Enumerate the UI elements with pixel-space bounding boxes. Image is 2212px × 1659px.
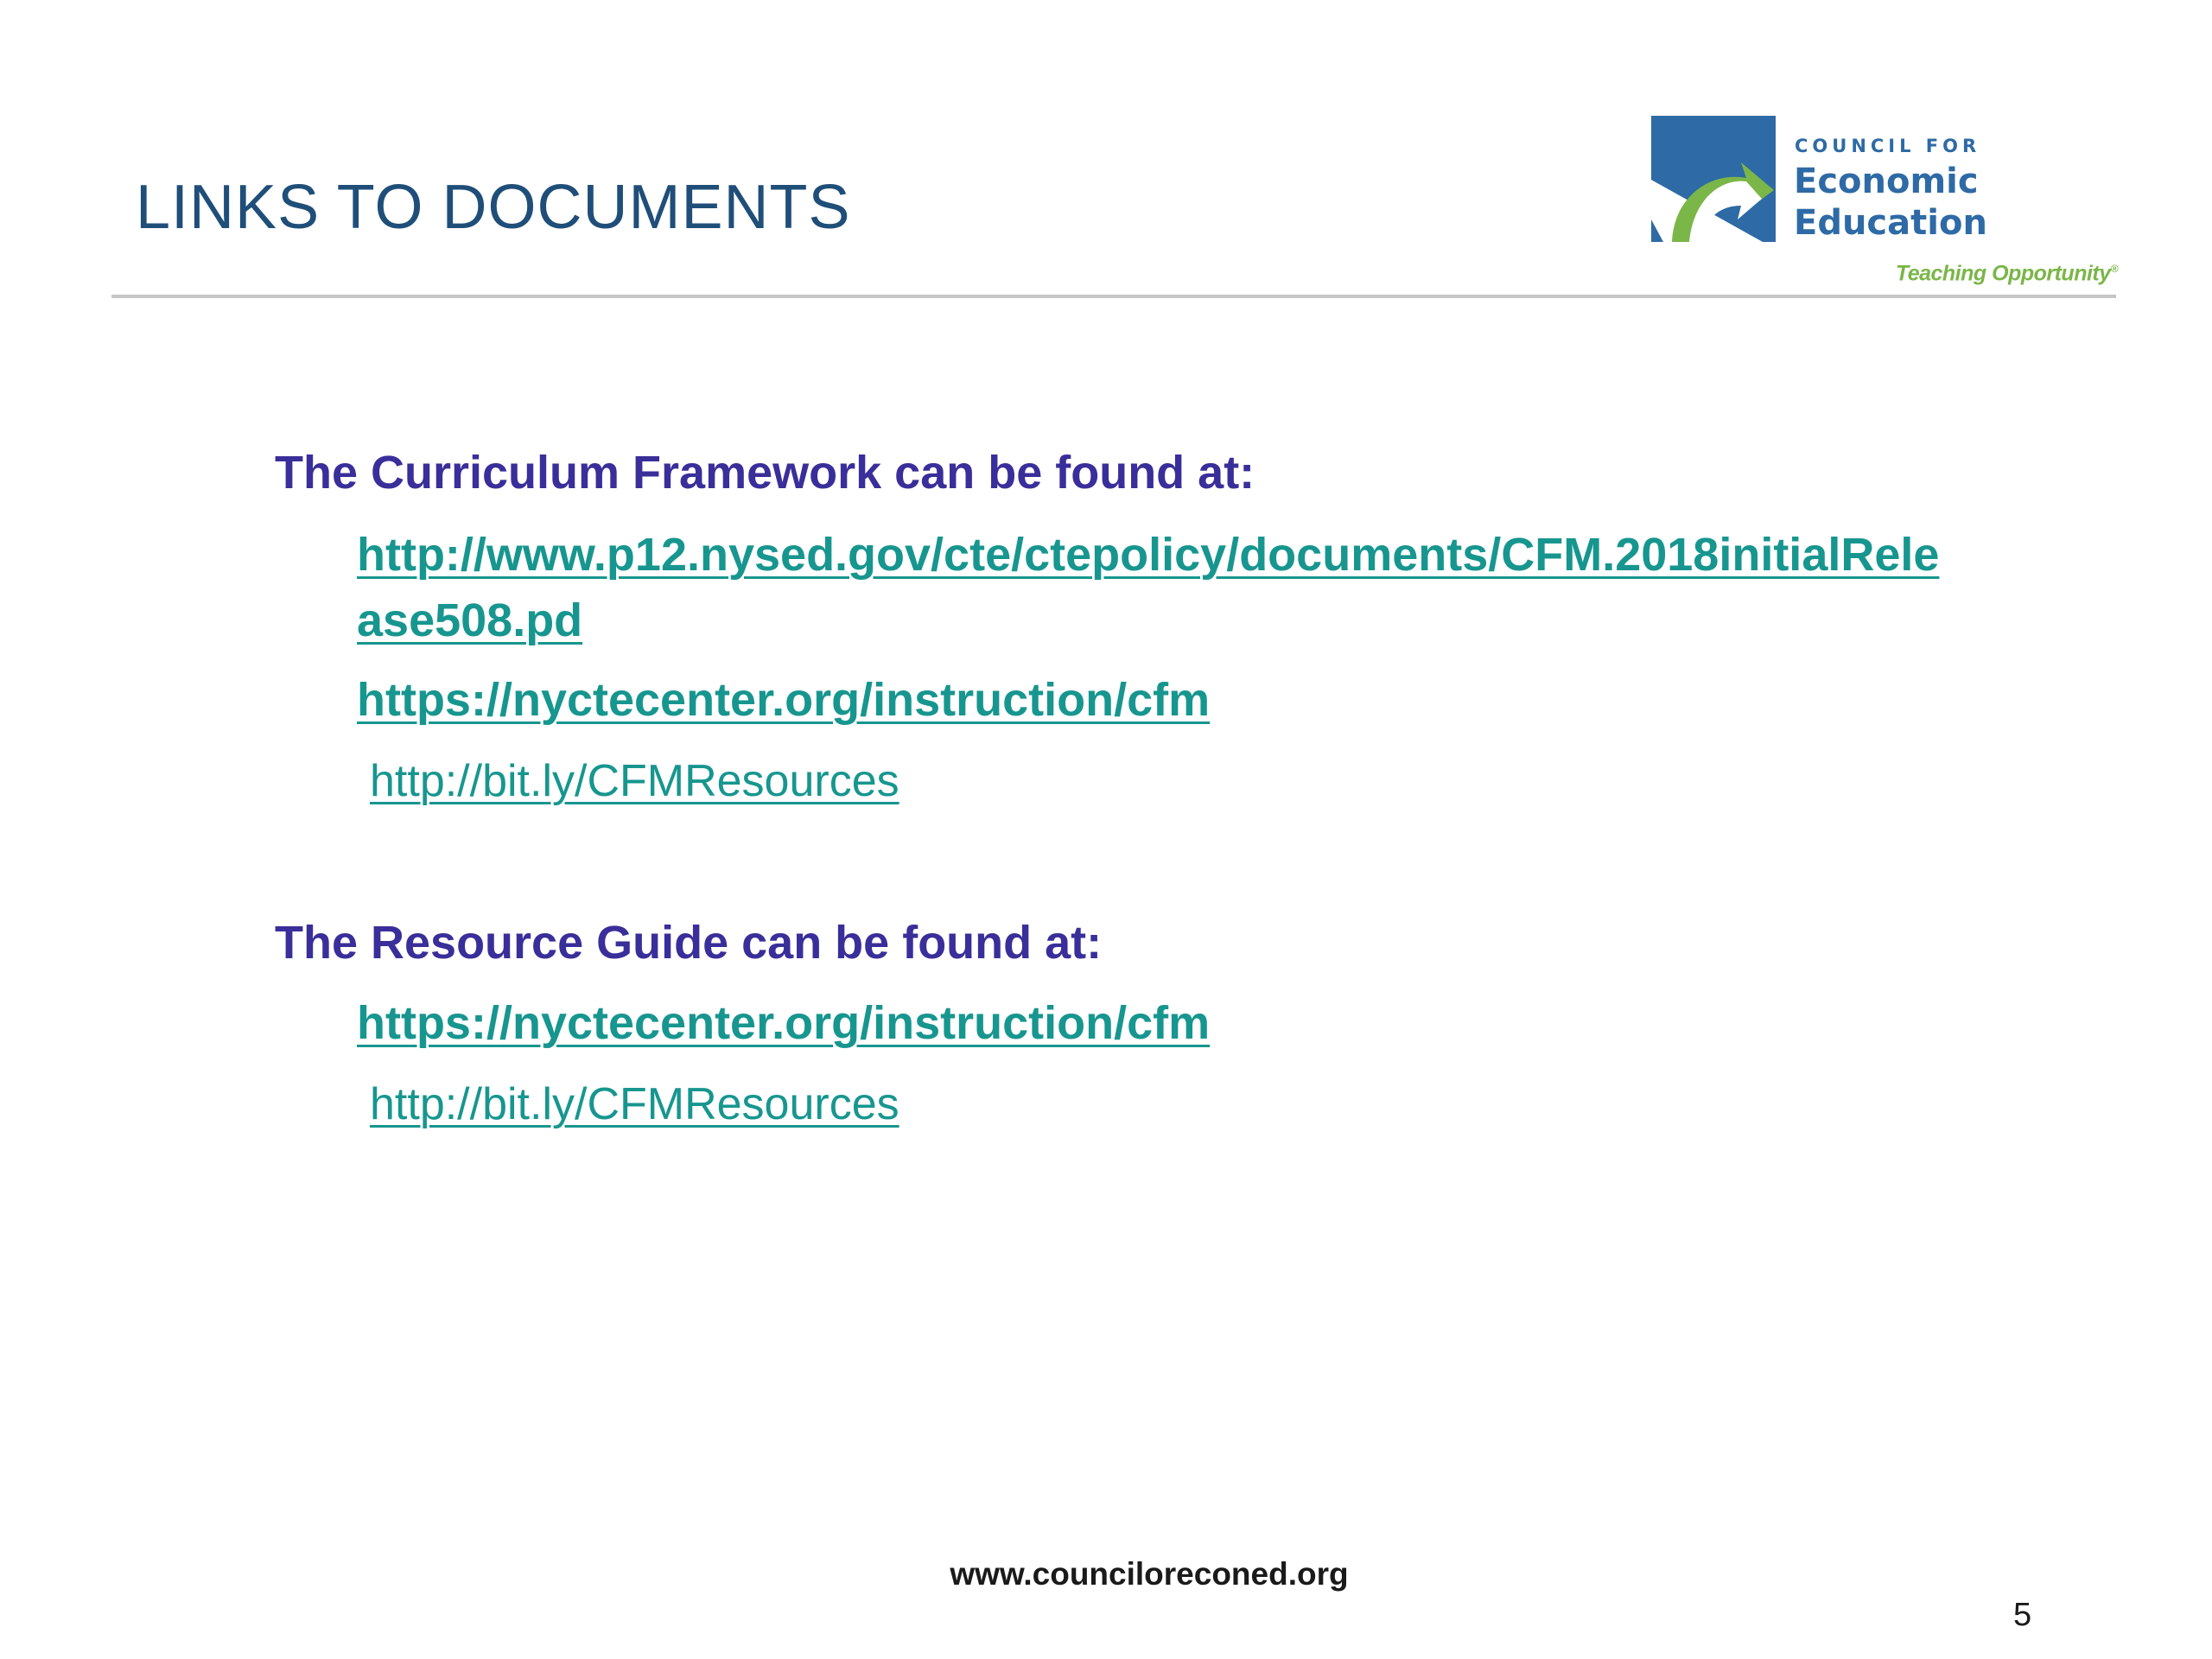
resource-guide-link-nyctecenter[interactable]: https://nyctecenter.org/instruction/cfm	[357, 997, 1211, 1049]
slide-title: LINKS TO DOCUMENTS	[136, 173, 851, 242]
footer-website: www.counciloreconed.org	[950, 1556, 1349, 1592]
logo-tagline-text: Teaching Opportunity	[1895, 261, 2111, 286]
curriculum-framework-link-nyctecenter[interactable]: https://nyctecenter.org/instruction/cfm	[357, 674, 1211, 726]
curriculum-framework-heading: The Curriculum Framework can be found at:	[275, 447, 1255, 499]
logo-council-for: COUNCIL FOR	[1795, 136, 1981, 156]
logo-economic: Economic	[1794, 162, 1979, 201]
registered-mark: ®	[2110, 263, 2118, 275]
resource-guide-heading: The Resource Guide can be found at:	[275, 917, 1103, 969]
resource-guide-link-bitly[interactable]: http://bit.ly/CFMResources	[370, 1079, 899, 1129]
logo-education: Education	[1794, 203, 1987, 243]
page-number: 5	[2013, 1597, 2032, 1633]
curriculum-framework-link-nysed[interactable]: http://www.p12.nysed.gov/cte/ctepolicy/documents/CFM.2018initialRelease508.pd	[357, 529, 1940, 646]
curriculum-framework-link-bitly[interactable]: http://bit.ly/CFMResources	[370, 756, 899, 806]
